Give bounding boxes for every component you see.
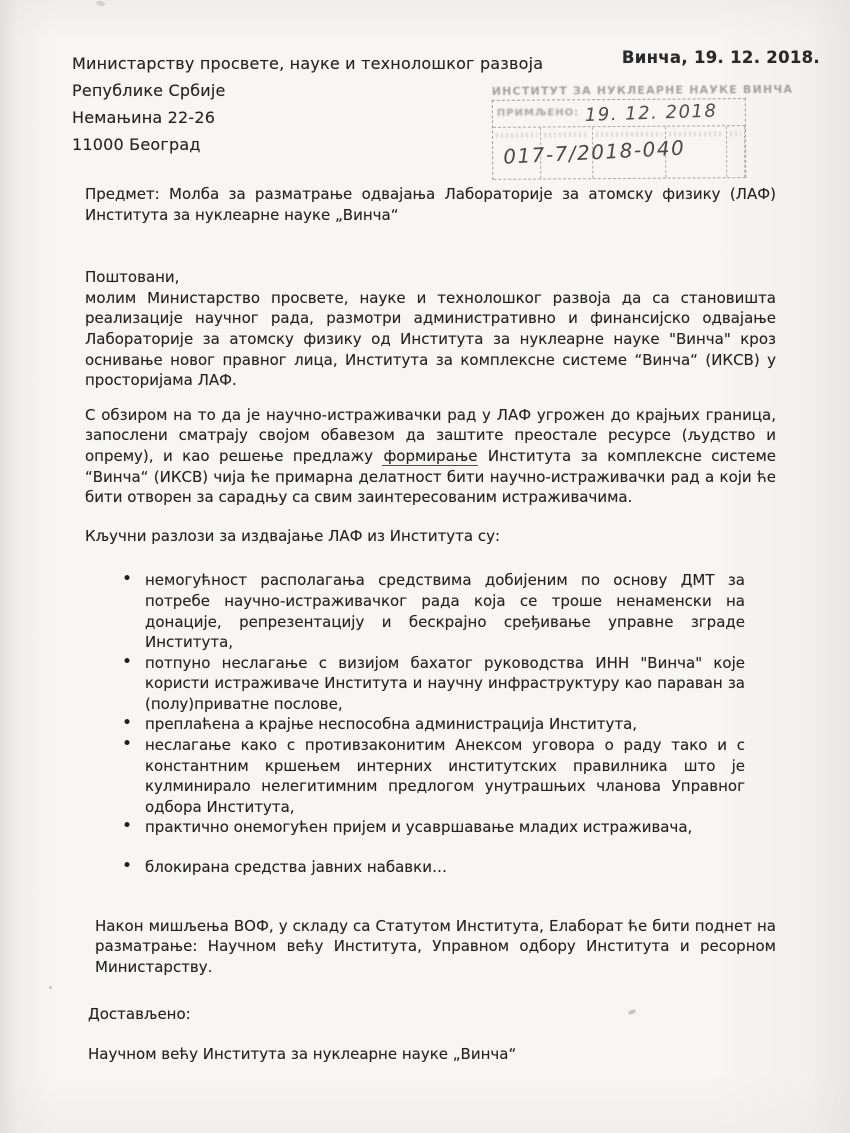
stamp-grid-row bbox=[493, 126, 745, 180]
subject-line: Предмет: Молба за разматрање одвајања Лабораторије за атомску физику (ЛАФ) Института за нуклеарне науке „Винча“ bbox=[85, 185, 776, 224]
received-stamp bbox=[491, 82, 794, 180]
delivered-label: Достављено: bbox=[88, 1005, 191, 1024]
date-place-line: Винча, 19. 12. 2018. bbox=[621, 48, 820, 67]
recipient-line-republic: Републике Србије bbox=[72, 81, 226, 100]
reasons-intro: Кључни разлози за издвајање ЛАФ из Института су: bbox=[85, 526, 501, 545]
stamp-received-date-handwritten: 19. 12. 2018 bbox=[584, 100, 718, 126]
delivered-to-line: Научном већу Института за нуклеарне науке „Винча“ bbox=[88, 1045, 517, 1063]
reason-item: • блокирана средства јавних набавки… bbox=[116, 857, 745, 878]
recipient-line-street: Немањина 22-26 bbox=[72, 108, 216, 127]
reason-item: • потпуно неслагање с визијом бахатог руководства ИНН "Винча" које користи истраживаче Института и научну инфраструктуру као параван за (полу)приватне послове, bbox=[116, 653, 745, 715]
recipient-line-city: 11000 Београд bbox=[72, 135, 201, 154]
salutation: Поштовани, bbox=[85, 268, 180, 287]
reasons-list bbox=[85, 570, 745, 877]
reason-item: • немогућност располагања средствима добијеним по основу ДМТ за потребе научно-истраживачког рада која се троше ненаменски на донације, репрезентацију и бескрајно сређивање управне зграде Института, bbox=[116, 570, 745, 652]
stamp-cell bbox=[727, 126, 745, 177]
stamp-case-number-handwritten: 017-7/2018-040 bbox=[502, 135, 686, 169]
underlined-word: формирање bbox=[383, 446, 478, 465]
closing-paragraph: Након мишљења ВОФ, у складу са Статутом Института, Елаборат ће бити поднет на разматрање: Научном већу Института, Управном одбору Института и ресорном Министарству. bbox=[95, 916, 776, 976]
paragraph-context-end: Института за комплексне системе “Винча“ (ИКСВ) чија ће примарна делатност бити научно-истраживачки рад а који ће бити отворен за сарадњу са свим заинтересованим истраживачима. bbox=[85, 446, 776, 507]
reason-item: • неслагање како с противзаконитим Анексом уговора о раду тако и с константним кршењем интерних институтских правилника што је кулминирало нелегитимним предлогом унутрашњих чланова Управног одбора Института, bbox=[116, 735, 745, 817]
stamp-institute-name: ИНСТИТУТ ЗА НУКЛЕАРНЕ НАУКЕ ВИНЧА bbox=[491, 82, 794, 98]
paragraph-context-start: С обзиром на то да је научно-истраживачки рад у ЛАФ угрожен до крајњих граница, запослени сматрају својом обавезом да заштите преостале ресурсе (људство и опрему), и као решење предлажу bbox=[85, 405, 776, 465]
stamp-received-label: ПРИМЉЕНО: bbox=[496, 107, 580, 119]
stamp-table bbox=[492, 98, 747, 180]
scan-speck bbox=[49, 986, 52, 989]
reason-item: • преплаћена а крајње неспособна администрација Института, bbox=[116, 714, 745, 735]
recipient-line-ministry: Министарству просвете, науке и технолошког развоја bbox=[72, 54, 544, 73]
scan-speck bbox=[96, 0, 106, 7]
reason-item: • практично онемогућен пријем и усавршавање младих истраживача, bbox=[116, 817, 745, 838]
paragraph-request: молим Министарство просвете, науке и технолошког развоја да са становишта реализације научног рада, размотри административно и финансијско одвајање Лабораторије за атомску физику од Института за нуклеарне науке "Винча" кроз оснивање новог правног лица, Института за комплексне системе “Винча“ (ИКСВ) у просторијама ЛАФ. bbox=[85, 288, 776, 390]
paragraph-context bbox=[85, 405, 776, 508]
